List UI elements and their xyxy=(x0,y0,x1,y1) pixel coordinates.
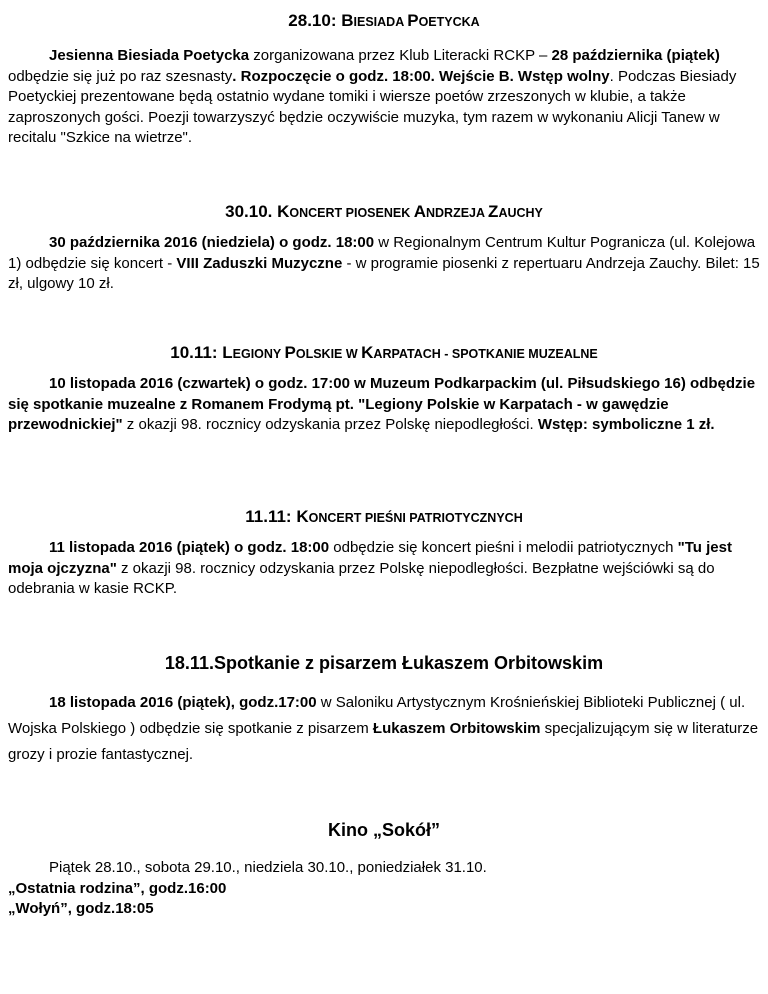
event-heading xyxy=(8,506,760,529)
text-bold: 11 listopada 2016 (piątek) o godz. 18:00 xyxy=(49,539,330,556)
event-heading xyxy=(8,10,760,33)
heading-part: L xyxy=(222,343,233,362)
heading-part: OETYCKA xyxy=(418,15,480,29)
heading-part: A xyxy=(413,202,426,221)
text-bold: 18 listopada 2016 (piątek), godz.17:00 xyxy=(49,694,317,711)
event-description xyxy=(8,46,760,149)
heading-part: Z xyxy=(488,202,499,221)
kino-film: „Wołyń”, godz.18:05 xyxy=(8,900,154,917)
event-heading xyxy=(8,342,760,365)
text: specjalizującym się w literaturze grozy i prozie fantastycznej. xyxy=(8,720,759,763)
heading-part: IESIADA xyxy=(353,15,408,29)
heading-part: P xyxy=(407,11,419,30)
event-date: 28.10: xyxy=(288,11,342,30)
heading-part: ONCERT PIEŚNI PATRIOTYCZNYCH xyxy=(308,511,523,525)
heading-part: NDRZEJA xyxy=(426,206,489,220)
heading-part: ARPATACH - SPOTKANIE MUZEALNE xyxy=(373,347,598,361)
kino-title: Kino „Sokół” xyxy=(328,820,440,840)
heading-part: OLSKIE W xyxy=(295,347,362,361)
text-bold: 10 listopada 2016 (czwartek) o godz. 17:00 w Muzeum Podkarpackim (ul. Piłsudskiego 16) odbędzie się spotkanie muzealne z Romanem Frodymą pt. "Legiony Polskie w Karpatach - w gawędzie przewodnickiej" xyxy=(8,375,756,433)
event-orbitowski xyxy=(8,652,760,768)
text-bold: . Rozpoczęcie o godz. 18:00. Wejście B. Wstęp wolny xyxy=(232,67,610,85)
text: z okazji 98. rocznicy odzyskania przez Polskę niepodległości. Bezpłatne wejściówki są do odebrania w kasie RCKP. xyxy=(8,559,715,597)
heading-part: K xyxy=(296,507,309,526)
heading-part: P xyxy=(284,343,296,362)
text: - w programie piosenki z repertuaru Andrzeja Zauchy. Bilet: 15 zł, ulgowy 10 zł. xyxy=(8,254,760,292)
text: zorganizowana przez Klub Literacki RCKP – xyxy=(249,47,552,64)
event-description xyxy=(8,374,760,436)
event-date: 30.10. xyxy=(225,202,278,221)
kino-section xyxy=(8,819,760,920)
event-koncert-zauchy xyxy=(8,201,760,295)
event-date: 10.11: xyxy=(170,343,223,362)
heading-part: B xyxy=(341,11,354,30)
text: w Regionalnym Centrum Kultur Pogranicza (ul. Kolejowa 1) odbędzie się koncert - xyxy=(8,234,756,272)
text: . Podczas Biesiady Poetyckiej prezentowane będą ostatnio wydane tomiki i wiersze poetów zrzeszonych w klubie, a także zaproszonych gości. Poezji towarzyszyć będzie oczywiście muzyka, tym razem w wykonaniu Alicji Tanew w recitalu "Szkice na wietrze". xyxy=(8,67,737,146)
text: z okazji 98. rocznicy odzyskania przez Polskę niepodległości. xyxy=(122,416,538,433)
event-koncert-patriotyczny xyxy=(8,506,760,600)
text-bold: Jesienna Biesiada Poetycka xyxy=(49,47,250,64)
heading-part: K xyxy=(361,343,374,362)
event-biesiada xyxy=(8,10,760,149)
kino-film: „Ostatnia rodzina”, godz.16:00 xyxy=(8,879,227,897)
text-bold: Wstęp: symboliczne 1 zł. xyxy=(537,416,715,433)
text-bold: 28 października (piątek) xyxy=(551,47,720,64)
text-bold: "Tu jest moja ojczyzna" xyxy=(8,539,732,577)
event-description xyxy=(8,233,760,295)
text: w Saloniku Artystycznym Krośnieńskiej Biblioteki Publicznej ( ul. Wojska Polskiego ) odbędzie się spotkanie z pisarzem xyxy=(8,694,746,737)
text-bold: 30 października 2016 (niedziela) o godz. 18:00 xyxy=(49,234,375,251)
heading-part: AUCHY xyxy=(498,206,543,220)
heading-part: K xyxy=(277,202,290,221)
event-description xyxy=(8,690,760,768)
event-description xyxy=(8,538,760,600)
text-bold: VIII Zaduszki Muzyczne xyxy=(176,254,343,272)
text: odbędzie się koncert pieśni i melodii patriotycznych xyxy=(329,539,678,556)
heading-part: ONCERT PIOSENEK xyxy=(289,206,414,220)
event-date: 11.11: xyxy=(245,507,297,526)
event-heading: 18.11.Spotkanie z pisarzem Łukaszem Orbitowskim xyxy=(164,653,604,673)
event-legiony xyxy=(8,342,760,436)
event-heading xyxy=(8,201,760,224)
text: odbędzie się już po raz szesnasty xyxy=(8,67,233,85)
text-bold: Łukaszem Orbitowskim xyxy=(372,720,541,737)
heading-part: EGIONY xyxy=(232,347,285,361)
kino-dates: Piątek 28.10., sobota 29.10., niedziela 30.10., poniedziałek 31.10. xyxy=(49,859,487,876)
